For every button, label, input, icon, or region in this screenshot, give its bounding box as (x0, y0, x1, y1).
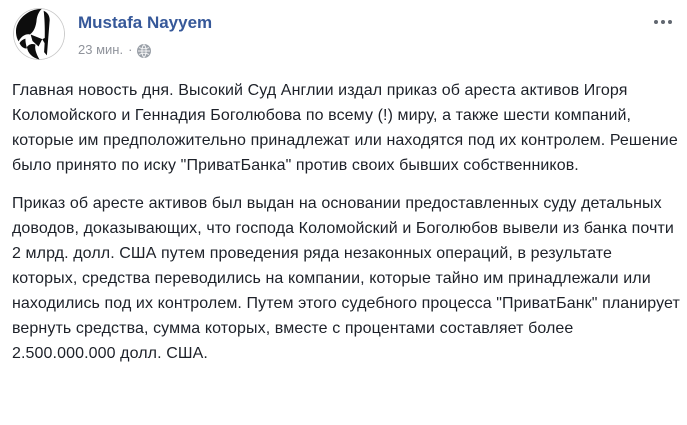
globe-public-icon (137, 44, 151, 58)
more-options-dot-icon (654, 20, 658, 24)
post-paragraph: Приказ об аресте активов был выдан на основании предоставленных суду детальных доводов, доказывающих, что господа Коломойский и Боголюбов вывели из банка почти 2 млрд. долл. США путем проведения ряда незаконных операций, в результате которых, средства переводились на компании, которые тайно им принадлежали или находились под их контролем. Путем этого судебного процесса "ПриватБанк" планирует вернуть средства, сумма которых, вместе с процентами составляет более 2.500.000.000 долл. США. (12, 195, 680, 362)
avatar-skull-art-icon (13, 8, 65, 60)
post-body (12, 78, 680, 379)
post-paragraph: Главная новость дня. Высокий Суд Англии издал приказ об ареста активов Игоря Коломойского и Геннадия Боголюбова по всему (!) миру, а также шести компаний, которые им предположительно принадлежат или находятся под их контролем. Решение было принято по иску "ПриватБанка" против своих бывших собственников. (12, 82, 678, 174)
avatar[interactable] (13, 8, 65, 60)
meta-separator: · (128, 42, 133, 57)
more-options-button[interactable] (648, 14, 672, 30)
author-name-link[interactable]: Mustafa Nayyem (78, 13, 213, 32)
more-options-dot-icon (661, 20, 665, 24)
more-options-dot-icon (668, 20, 672, 24)
post-meta-row (78, 41, 151, 58)
timestamp-link[interactable]: 23 мин. (78, 42, 124, 57)
